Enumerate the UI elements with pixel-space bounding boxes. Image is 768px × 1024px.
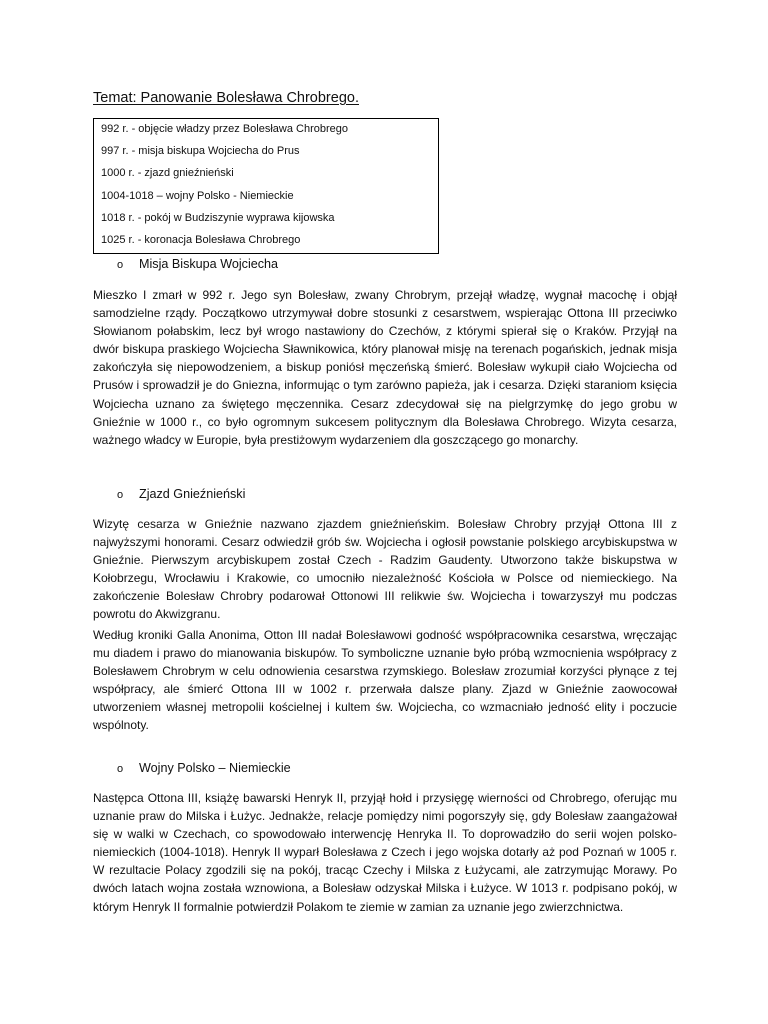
section-heading-zjazd [117,487,245,501]
paragraph: Mieszko I zmarł w 992 r. Jego syn Bolesław, zwany Chrobrym, przejął władzę, wygnał macochę i objął samodzielne rządy. Początkowo utrzymywał dobre stosunki z cesarstwem, wspierając Ottona III przeciwko Słowianom połabskim, lecz był wrogo nastawiony do Czechów, z którymi spierał się o Kraków. Przyjął na dwór biskupa praskiego Wojciecha Sławnikowica, który planował misję na terenach pogańskich, jednak misja zakończyła się niepowodzeniem, a biskup poniósł męczeńską śmierć. Bolesław wykupił ciało Wojciecha od Prusów i sprowadził je do Gniezna, informując o tym zarówno papieża, jak i cesarza. Dzięki staraniom księcia Wojciecha uznano za świętego męczennika. Cesarz zdecydował się na pielgrzymkę do jego grobu w Gnieźnie w 1000 r., co było ogromnym sukcesem politycznym dla Bolesława Chrobrego. Wizyta cesarza, ważnego władcy w Europie, była prestiżowym wydarzeniem dla goszczącego go monarchy. [93,288,677,447]
timeline-entry: 1004-1018 – wojny Polsko - Niemieckie [101,189,294,202]
timeline-entry: 1018 r. - pokój w Budziszynie wyprawa kijowska [101,211,335,224]
section-heading-wojny [117,761,291,775]
bullet-icon: o [117,763,124,775]
timeline-entry: 997 r. - misja biskupa Wojciecha do Prus [101,145,300,158]
bullet-icon: o [117,259,124,271]
section-heading-text: Zjazd Gnieźnieński [139,487,246,501]
section-heading-text: Misja Biskupa Wojciecha [139,257,279,271]
timeline-entry: 992 r. - objęcie władzy przez Bolesława Chrobrego [101,123,349,135]
paragraph: Następca Ottona III, książę bawarski Henryk II, przyjął hołd i przysięgę wierności od Chrobrego, oferując mu uznanie praw do Milska i Łużyc. Jednakże, relacje pomiędzy nimi pogorszyły się, gdy Bolesław zaangażował się w walki w Czechach, co spowodowało interwencję Henryka II. To doprowadziło do serii wojen polsko-niemieckich (1004-1018). Henryk II wyparł Bolesława z Czech i jego wojska dotarły aż pod Poznań w 1005 r. W rezultacie Polacy zgodzili się na pokój, tracąc Czechy i Milska z Łużycami, ale zatrzymując Morawy. Po dwóch latach wojna została wznowiona, a Bolesław odzyskał Milska i Łużyce. W 1013 r. podpisano pokój, w którym Henryk II formalnie potwierdził Polakom te ziemie w zamian za uznanie jego zwierzchnictwa. [93,791,677,914]
document-title: Temat: Panowanie Bolesława Chrobrego. [93,90,359,106]
paragraph: Według kroniki Galla Anonima, Otton III nadał Bolesławowi godność współpracownika cesarstwa, wręczając mu diadem i prawo do mianowania biskupów. To symboliczne uznanie było próbą wzmocnienia współpracy z Bolesławem Chrobrym w celu odnowienia cesarstwa rzymskiego. Bolesław zrozumiał korzyści płynące z tej współpracy, ale śmierć Ottona III w 1002 r. przerwała dalsze plany. Zjazd w Gnieźnie zaowocował utworzeniem własnej metropolii kościelnej i kultem św. Wojciecha, co wzmacniało jedność elity i poczucie wspólnoty. [93,628,677,733]
section-heading-misja [117,257,278,271]
paragraph: Wizytę cesarza w Gnieźnie nazwano zjazdem gnieźnieńskim. Bolesław Chrobry przyjął Ottona III z najwyższymi honorami. Cesarz odwiedził grób św. Wojciecha i ogłosił powstanie polskiego arcybiskupstwa w Gnieźnie. Pierwszym arcybiskupem został Czech - Radzim Gaudenty. Utworzono także biskupstwa w Kołobrzegu, Wrocławiu i Krakowie, co umocniło niezależność Kościoła w Polsce od niemieckiego. Na zakończenie Bolesław Chrobry podarował Ottonowi III relikwie św. Wojciecha i towarzyszył mu podczas powrotu do Akwizgranu. [93,517,677,622]
timeline-entry: 1025 r. - koronacja Bolesława Chrobrego [101,233,301,246]
section-heading-text: Wojny Polsko – Niemieckie [139,761,291,775]
timeline-entry: 1000 r. - zjazd gnieźnieński [101,167,234,180]
bullet-icon: o [117,489,124,501]
timeline-box [93,118,439,254]
